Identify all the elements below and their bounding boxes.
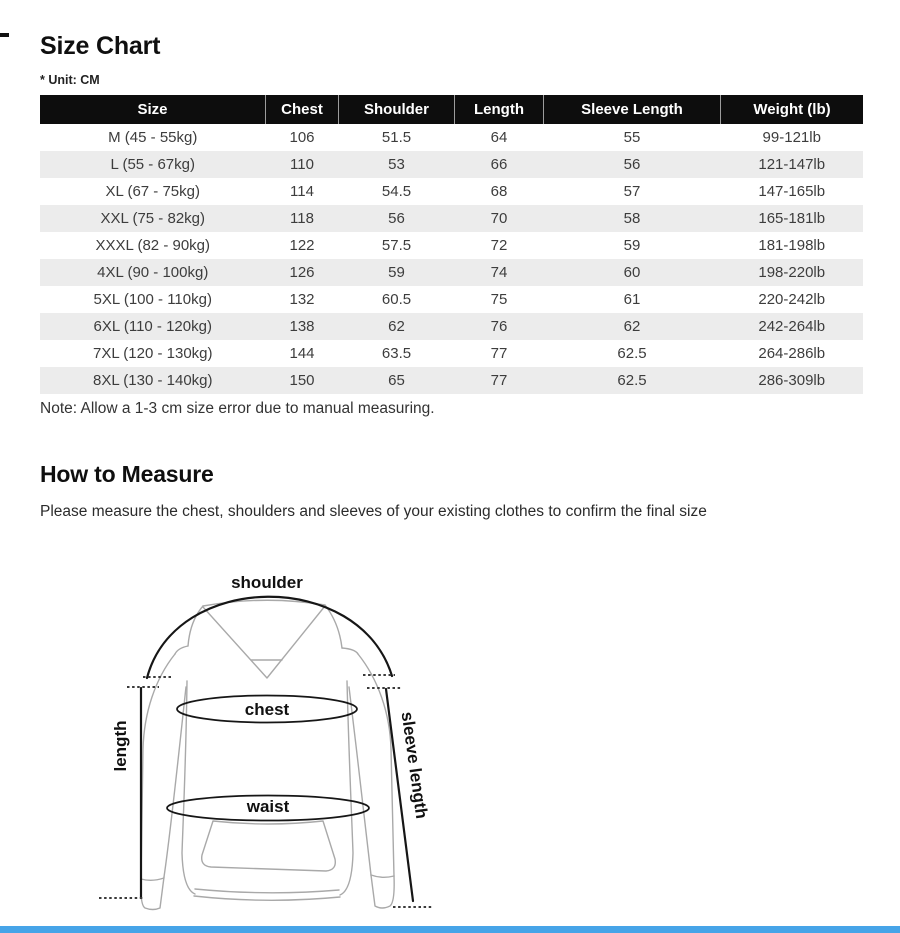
table-cell: 4XL (90 - 100kg) (97, 264, 209, 281)
table-cell: 150 (289, 372, 315, 389)
table-cell: L (55 - 67kg) (110, 156, 195, 173)
table-cell: 75 (490, 291, 508, 308)
column-header: Weight (lb) (721, 95, 864, 124)
table-note: Note: Allow a 1-3 cm size error due to manual measuring. (40, 400, 435, 417)
diagram-labels (111, 573, 431, 820)
measure-subtitle: Please measure the chest, shoulders and sleeves of your existing clothes to confirm the final size (40, 503, 707, 520)
table-cell: 68 (490, 183, 508, 200)
table-cell: 57 (623, 183, 641, 200)
table-row (40, 340, 863, 367)
size-table-body (40, 124, 863, 394)
waist-label: waist (246, 797, 290, 816)
measure-diagram (75, 561, 475, 933)
table-row (40, 313, 863, 340)
corner-artifact (0, 33, 9, 37)
table-cell: XL (67 - 75kg) (105, 183, 200, 200)
table-row (40, 259, 863, 286)
table-cell: 144 (289, 345, 315, 362)
column-header: Chest (266, 95, 339, 124)
measurement-marks (99, 597, 433, 907)
table-cell: 70 (490, 210, 508, 227)
table-cell: 58 (623, 210, 641, 227)
table-cell: 59 (388, 264, 405, 281)
table-cell: 106 (289, 129, 315, 146)
table-cell: 118 (290, 210, 314, 227)
table-cell: 76 (490, 318, 508, 335)
table-cell: 56 (388, 210, 405, 227)
table-cell: M (45 - 55kg) (108, 129, 198, 146)
column-header: Shoulder (339, 95, 455, 124)
table-cell: 147-165lb (758, 183, 826, 200)
table-cell: 62 (388, 318, 405, 335)
table-cell: 62.5 (617, 372, 647, 389)
unit-note: * Unit: CM (40, 73, 100, 87)
table-row (40, 367, 863, 394)
table-cell: XXXL (82 - 90kg) (95, 237, 210, 254)
table-cell: 264-286lb (758, 345, 826, 362)
measure-title: How to Measure (40, 461, 214, 487)
bottom-scroll-indicator (0, 926, 900, 933)
table-cell: 181-198lb (758, 237, 826, 254)
table-cell: 64 (490, 129, 508, 146)
table-cell: 55 (623, 129, 641, 146)
table-cell: 7XL (120 - 130kg) (92, 345, 213, 362)
table-cell: 77 (490, 345, 508, 362)
table-cell: 60.5 (381, 291, 412, 308)
table-cell: 66 (490, 156, 508, 173)
column-header: Size (40, 95, 266, 124)
table-row (40, 178, 863, 205)
table-cell: 6XL (110 - 120kg) (93, 318, 212, 335)
hoodie-diagram-svg (75, 561, 475, 933)
table-cell: 126 (289, 264, 315, 281)
table-cell: 8XL (130 - 140kg) (92, 372, 213, 389)
hoodie-outline-drawing (141, 600, 394, 909)
table-cell: 132 (289, 291, 315, 308)
column-header: Sleeve Length (544, 95, 721, 124)
table-cell: 56 (623, 156, 641, 173)
table-cell: 122 (289, 237, 315, 254)
table-row (40, 232, 863, 259)
length-label: length (111, 720, 130, 772)
table-row (40, 151, 863, 178)
table-cell: XXL (75 - 82kg) (100, 210, 205, 227)
table-cell: 286-309lb (758, 372, 826, 389)
shoulder-label: shoulder (231, 573, 303, 592)
table-cell: 60 (623, 264, 641, 281)
table-cell: 74 (490, 264, 508, 281)
shoulder-arc (147, 597, 392, 678)
table-cell: 61 (623, 291, 641, 308)
table-cell: 63.5 (381, 345, 412, 362)
table-cell: 5XL (100 - 110kg) (93, 291, 212, 308)
table-cell: 62.5 (617, 345, 647, 362)
table-cell: 114 (290, 183, 314, 200)
table-cell: 62 (623, 318, 641, 335)
table-cell: 121-147lb (758, 156, 826, 173)
table-row (40, 286, 863, 313)
size-table (40, 95, 863, 394)
table-cell: 138 (289, 318, 315, 335)
table-row (40, 205, 863, 232)
table-cell: 99-121lb (762, 129, 821, 146)
table-cell: 165-181lb (758, 210, 826, 227)
table-cell: 57.5 (381, 237, 412, 254)
table-cell: 51.5 (381, 129, 412, 146)
size-table-head-row (40, 95, 863, 124)
table-cell: 72 (490, 237, 508, 254)
table-cell: 77 (490, 372, 508, 389)
table-row (40, 124, 863, 151)
size-chart-section (0, 33, 900, 521)
table-cell: 220-242lb (758, 291, 826, 308)
table-cell: 198-220lb (758, 264, 826, 281)
column-header: Length (455, 95, 544, 124)
chest-label: chest (244, 700, 290, 719)
table-cell: 54.5 (381, 183, 412, 200)
table-cell: 65 (388, 372, 405, 389)
table-cell: 59 (623, 237, 641, 254)
table-cell: 110 (290, 156, 314, 173)
page-title: Size Chart (40, 32, 161, 60)
sleeve-length-label: sleeve length (397, 710, 432, 820)
table-cell: 53 (388, 156, 405, 173)
table-cell: 242-264lb (758, 318, 826, 335)
